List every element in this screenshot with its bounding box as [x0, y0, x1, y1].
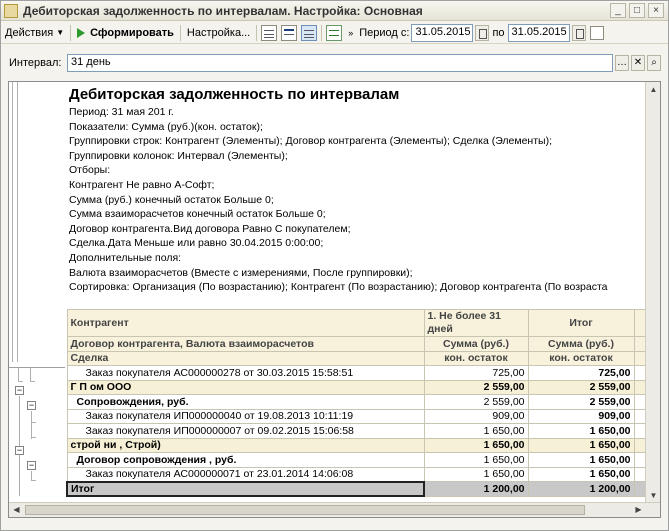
row-name[interactable]: строй ни , Строй)	[67, 438, 424, 453]
table-view-icon[interactable]	[301, 25, 317, 41]
report-table	[66, 309, 646, 497]
header-cell[interactable]: Итог	[528, 310, 634, 337]
row-name[interactable]: Г П ом ООО	[67, 380, 424, 395]
row-name[interactable]: Заказ покупателя АС000000071 от 23.01.2014 14:06:08	[67, 467, 424, 482]
grouping-gutter	[9, 82, 65, 503]
report-area[interactable]	[8, 81, 661, 518]
header-cell[interactable]: кон. остаток	[528, 351, 634, 366]
clear-icon[interactable]: ✕	[631, 55, 645, 71]
app-icon	[4, 4, 18, 18]
report-header	[69, 86, 644, 295]
report-param-line: Показатели: Сумма (руб.)(кон. остаток);	[69, 120, 263, 133]
report-param-line: Дополнительные поля:	[69, 251, 182, 264]
period-to-label: по	[492, 26, 505, 39]
interval-input[interactable]: 31 день	[67, 54, 613, 72]
period-to-input[interactable]: 31.05.2015	[508, 24, 570, 42]
scroll-left-icon[interactable]: ◀	[13, 505, 20, 514]
report-icon[interactable]	[261, 25, 277, 41]
close-button[interactable]: ×	[648, 3, 664, 18]
table-row[interactable]	[67, 366, 645, 381]
row-value[interactable]: 1 650,00	[424, 424, 528, 439]
header-cell[interactable]: кон. остаток	[424, 351, 528, 366]
collapse-icon[interactable]: −	[16, 445, 23, 455]
chevrons-down-icon[interactable]: »	[348, 27, 354, 38]
row-value[interactable]: 1 650,00	[424, 438, 528, 453]
interval-row	[1, 53, 668, 73]
settings-label: Настройка...	[186, 26, 251, 39]
row-name[interactable]: Заказ покупателя ИП000000040 от 19.08.2013 10:11:19	[67, 409, 424, 424]
report-param-line: Группировки строк: Контрагент (Элементы); Договор контрагента (Элементы); Сделка (Элементы);	[69, 135, 553, 148]
maximize-button[interactable]: □	[629, 3, 645, 18]
row-name[interactable]: Заказ покупателя ИП000000007 от 09.02.2015 15:06:58	[67, 424, 424, 439]
ellipsis-icon[interactable]: …	[615, 55, 629, 71]
row-name[interactable]: Заказ покупателя АС000000278 от 30.03.2015 15:58:51	[67, 366, 424, 381]
scroll-down-icon[interactable]: ▼	[649, 491, 658, 500]
scroll-right-icon[interactable]: ▶	[635, 505, 642, 514]
collapse-icon[interactable]: −	[16, 385, 23, 395]
actions-menu[interactable]	[1, 23, 68, 43]
row-total[interactable]: 1 650,00	[528, 467, 634, 482]
tree-icon[interactable]	[326, 25, 342, 41]
generate-label: Сформировать	[90, 26, 174, 39]
report-param-line: Период: 31 мая 201 г.	[69, 106, 174, 118]
row-value[interactable]: 1 650,00	[424, 467, 528, 482]
report-param-line: Сделка.Дата Меньше или равно 30.04.2015 0:00:00;	[69, 237, 324, 250]
total-value[interactable]: 1 200,00	[424, 482, 528, 497]
generate-button[interactable]	[73, 23, 178, 43]
table-row[interactable]	[67, 395, 645, 410]
header-cell[interactable]: Сумма (руб.)	[424, 337, 528, 352]
report-param-line: Сумма (руб.) конечный остаток Больше 0;	[69, 193, 274, 206]
report-param-line: Сортировка: Организация (По возрастанию); Контрагент (По возрастанию); Договор контрагента (По возраста	[69, 281, 608, 294]
row-value[interactable]: 1 650,00	[424, 453, 528, 468]
row-total[interactable]: 2 559,00	[528, 395, 634, 410]
report-param-line: Валюта взаиморасчетов (Вместе с измерениями, После группировки);	[69, 266, 413, 279]
table-row[interactable]	[67, 409, 645, 424]
report-param-line: Договор контрагента.Вид договора Равно С покупателем;	[69, 222, 351, 235]
toolbar-separator	[180, 25, 181, 41]
header-cell[interactable]: 1. Не более 31 дней	[424, 310, 528, 337]
calendar-icon[interactable]	[572, 25, 586, 41]
header-cell[interactable]: Сделка	[67, 351, 424, 366]
row-total[interactable]: 2 559,00	[528, 380, 634, 395]
interval-label: Интервал:	[9, 57, 62, 69]
period-from-label: Период с:	[359, 26, 410, 39]
period-from-input[interactable]: 31.05.2015	[411, 24, 473, 42]
row-value[interactable]: 2 559,00	[424, 395, 528, 410]
collapse-icon[interactable]: −	[28, 400, 35, 410]
toolbar-separator	[321, 25, 322, 41]
row-value[interactable]: 2 559,00	[424, 380, 528, 395]
window-title: Дебиторская задолженность по интервалам. Настройка: Основная	[23, 3, 423, 18]
table-header-row	[67, 351, 645, 366]
grand-total[interactable]: 1 200,00	[528, 482, 634, 497]
row-name[interactable]: Сопровождения, руб.	[67, 395, 424, 410]
play-icon	[77, 28, 85, 38]
report-title: Дебиторская задолженность по интервалам	[69, 86, 400, 103]
dropdown-arrow-icon: ▼	[56, 28, 65, 37]
row-total[interactable]: 1 650,00	[528, 438, 634, 453]
row-total[interactable]: 1 650,00	[528, 424, 634, 439]
row-value[interactable]: 725,00	[424, 366, 528, 381]
minimize-button[interactable]: _	[610, 3, 626, 18]
collapse-icon[interactable]: −	[28, 460, 35, 470]
row-total[interactable]: 725,00	[528, 366, 634, 381]
actions-label: Действия	[5, 26, 54, 39]
row-name[interactable]: Договор сопровождения , руб.	[67, 453, 424, 468]
table-total-row[interactable]	[67, 482, 645, 497]
scroll-thumb[interactable]	[25, 505, 585, 515]
toolbar-separator	[256, 25, 257, 41]
report-param-line: Сумма взаиморасчетов конечный остаток Больше 0;	[69, 208, 326, 221]
header-cell[interactable]: Сумма (руб.)	[528, 337, 634, 352]
row-value[interactable]: 909,00	[424, 409, 528, 424]
scroll-up-icon[interactable]: ▲	[649, 85, 658, 94]
header-cell[interactable]: Договор контрагента, Валюта взаиморасчетов	[67, 337, 424, 352]
report-param-line: Отборы:	[69, 164, 111, 177]
total-label[interactable]: Итог	[67, 482, 424, 497]
row-total[interactable]: 909,00	[528, 409, 634, 424]
settings-button[interactable]	[183, 23, 254, 43]
table-header-row	[67, 310, 645, 337]
table-row[interactable]	[67, 453, 645, 468]
table-row[interactable]	[67, 380, 645, 395]
toolbar-separator	[70, 25, 71, 41]
row-total[interactable]: 1 650,00	[528, 453, 634, 468]
calendar-icon[interactable]	[475, 25, 489, 41]
title-bar	[1, 1, 668, 21]
report-param-line: Группировки колонок: Интервал (Элементы);	[69, 149, 288, 162]
vertical-scrollbar[interactable]	[645, 82, 660, 503]
period-settings-icon[interactable]	[590, 26, 604, 40]
report-param-line: Контрагент Не равно А-Софт;	[69, 178, 215, 191]
table-row[interactable]	[67, 438, 645, 453]
horizontal-scrollbar[interactable]	[9, 502, 661, 517]
table-header-row	[67, 337, 645, 352]
table-row[interactable]	[67, 467, 645, 482]
table-row[interactable]	[67, 424, 645, 439]
search-icon[interactable]: ⌕	[647, 55, 661, 71]
header-toggle-icon[interactable]	[281, 25, 297, 41]
toolbar	[1, 22, 668, 44]
header-cell[interactable]: Контрагент	[67, 310, 424, 337]
